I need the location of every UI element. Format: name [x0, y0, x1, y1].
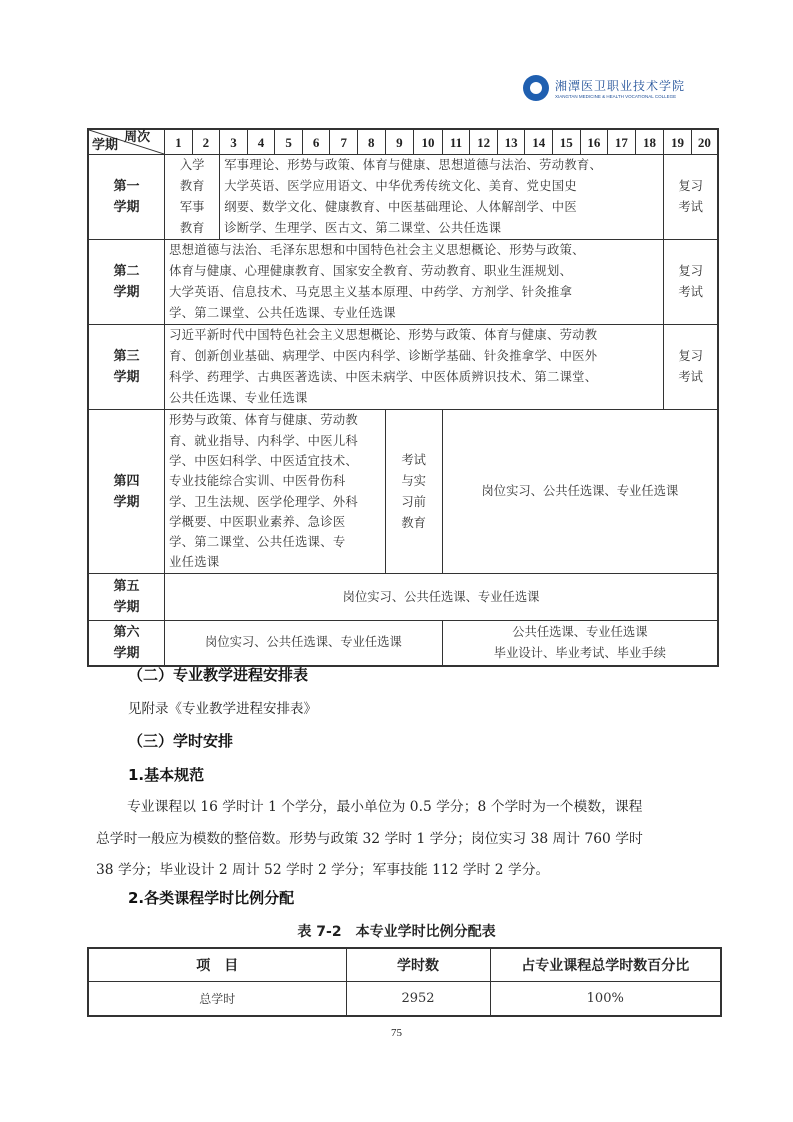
- internship-cell: 岗位实习、公共任选课、专业任选课: [442, 410, 718, 574]
- week-number: 5: [275, 129, 303, 155]
- week-number: 2: [192, 129, 220, 155]
- review-exam-cell: [664, 155, 718, 240]
- orientation-line: 教育: [179, 179, 205, 193]
- graduation-line: 公共任选课、专业任选课: [512, 624, 648, 639]
- week-number: 4: [247, 129, 275, 155]
- week-header-row: [88, 129, 718, 155]
- graduation-line: 毕业设计、毕业考试、毕业手续: [493, 645, 666, 660]
- week-number: 9: [385, 129, 414, 155]
- exam-line: 与实: [401, 473, 426, 488]
- review-line: 考试: [678, 200, 703, 214]
- internship-cell: 岗位实习、公共任选课、专业任选课: [165, 621, 443, 666]
- week-number: 11: [442, 129, 470, 155]
- week-number: 10: [414, 129, 443, 155]
- column-header: 学时数: [346, 948, 490, 982]
- orientation-line: 教育: [179, 221, 205, 235]
- course-line: 学、中医妇科学、中医适宜技术、: [169, 453, 359, 468]
- logo-chinese-name: 湘潭医卫职业技术学院: [555, 79, 686, 93]
- semester-label-line: 学期: [113, 285, 140, 300]
- week-number: 12: [470, 129, 498, 155]
- review-line: 考试: [678, 370, 703, 384]
- courses-cell: [165, 325, 664, 410]
- semester-label: [88, 621, 165, 666]
- college-emblem-icon: [523, 75, 549, 101]
- rules-paragraph-line: 专业课程以 16 学时计 1 个学分，最小单位为 0.5 学分；8 个学时为一个模数，课程: [127, 799, 643, 815]
- corner-header-cell: [88, 129, 165, 155]
- week-number: 15: [552, 129, 580, 155]
- orientation-cell: [165, 155, 220, 240]
- rules-paragraph-line: 总学时一般应为模数的整倍数。形势与政策 32 学时 1 学分；岗位实习 38 周计 760 学时: [96, 831, 643, 847]
- week-number: 17: [608, 129, 636, 155]
- column-header: 项 目: [88, 948, 346, 982]
- hour-ratio-table: [87, 947, 722, 1017]
- week-axis-label: 周次: [124, 130, 151, 145]
- semester-row-4: [88, 410, 718, 574]
- course-line: 科学、药理学、古典医著选读、中医未病学、中医体质辨识技术、第二课堂、: [169, 370, 598, 384]
- logo-english-name: XIANGTAN MEDICINE & HEALTH VOCATIONAL COLLEGE: [555, 94, 677, 99]
- review-line: 复习: [678, 349, 703, 363]
- week-number: 20: [691, 129, 718, 155]
- section-heading-teaching-progress: （二）专业教学进程安排表: [128, 666, 309, 684]
- college-logo: [523, 68, 723, 108]
- course-line: 学、第二课堂、公共任选课、专: [169, 535, 346, 550]
- appendix-reference: 见附录《专业教学进程安排表》: [128, 701, 317, 717]
- course-line: 学、第二课堂、公共任选课、专业任选课: [169, 306, 396, 320]
- course-line: 习近平新时代中国特色社会主义思想概论、形势与政策、体育与健康、劳动教: [169, 328, 598, 342]
- course-line: 诊断学、生理学、医古文、第二课堂、公共任选课: [224, 221, 502, 235]
- review-line: 复习: [678, 264, 703, 278]
- semester-schedule-table: [87, 128, 719, 667]
- subheading-hour-ratio: 2.各类课程学时比例分配: [128, 889, 295, 907]
- week-number: 1: [165, 129, 193, 155]
- exam-line: 考试: [401, 452, 426, 467]
- semester-label-line: 第五: [113, 579, 140, 594]
- table-cell: 2952: [346, 982, 490, 1017]
- week-number: 8: [358, 129, 386, 155]
- semester-label-line: 学期: [113, 200, 140, 215]
- semester-label-line: 学期: [113, 600, 140, 615]
- semester-row-3: [88, 325, 718, 410]
- courses-cell: [220, 155, 664, 240]
- course-line: 学、卫生法规、医学伦理学、外科: [169, 494, 359, 509]
- semester-label-line: 第四: [113, 473, 140, 489]
- semester-label-line: 第三: [113, 349, 140, 364]
- week-number: 14: [525, 129, 553, 155]
- course-line: 育、就业指导、内科学、中医儿科: [169, 433, 359, 448]
- ratio-header-row: [88, 948, 721, 982]
- graduation-cell: [442, 621, 718, 666]
- course-line: 大学英语、医学应用语文、中华优秀传统文化、美育、党史国史: [224, 179, 577, 193]
- semester-axis-label: 学期: [92, 138, 119, 153]
- week-number: 6: [302, 129, 330, 155]
- semester-label-line: 第一: [113, 179, 140, 194]
- semester-label-line: 学期: [113, 370, 140, 385]
- table-row: [88, 982, 721, 1017]
- course-line: 公共任选课、专业任选课: [169, 391, 308, 405]
- semester-label: [88, 240, 165, 325]
- course-line: 学概要、中医职业素养、急诊医: [169, 514, 346, 529]
- exam-line: 教育: [401, 515, 426, 530]
- table-cell: 总学时: [88, 982, 346, 1017]
- semester-label-line: 第二: [113, 264, 140, 279]
- semester-row-2: [88, 240, 718, 325]
- table-caption: 表 7-2 本专业学时比例分配表: [297, 924, 496, 940]
- semester-row-6: [88, 621, 718, 666]
- week-number: 3: [220, 129, 248, 155]
- page-number: 75: [391, 1027, 402, 1039]
- course-line: 体育与健康、心理健康教育、国家安全教育、劳动教育、职业生涯规划、: [169, 264, 573, 278]
- orientation-line: 军事: [179, 200, 205, 214]
- section-heading-hours: （三）学时安排: [128, 732, 234, 750]
- semester-label: [88, 155, 165, 240]
- course-line: 军事理论、形势与政策、体育与健康、思想道德与法治、劳动教育、: [224, 158, 603, 172]
- column-header: 占专业课程总学时数百分比: [490, 948, 721, 982]
- orientation-line: 入学: [179, 158, 205, 172]
- semester-label: [88, 325, 165, 410]
- course-line: 大学英语、信息技术、马克思主义基本原理、中药学、方剂学、针灸推拿: [169, 285, 573, 299]
- course-line: 纲要、数学文化、健康教育、中医基础理论、人体解剖学、中医: [224, 200, 577, 214]
- semester-label: [88, 410, 165, 574]
- rules-paragraph-line: 38 学分；毕业设计 2 周计 52 学时 2 学分；军事技能 112 学时 2 学分。: [96, 862, 550, 878]
- courses-cell: [165, 240, 664, 325]
- week-number: 7: [330, 129, 358, 155]
- table-cell: 100%: [490, 982, 721, 1017]
- semester-label-line: 学期: [113, 494, 140, 510]
- week-number: 13: [497, 129, 525, 155]
- course-line: 育、创新创业基础、病理学、中医内科学、诊断学基础、针灸推拿学、中医外: [169, 349, 598, 363]
- review-exam-cell: [664, 240, 718, 325]
- exam-line: 习前: [401, 494, 426, 509]
- review-exam-cell: [664, 325, 718, 410]
- courses-cell: [165, 410, 386, 574]
- subheading-basic-rules: 1.基本规范: [128, 766, 205, 784]
- review-line: 复习: [678, 179, 703, 193]
- semester-row-5: [88, 574, 718, 621]
- course-line: 思想道德与法治、毛泽东思想和中国特色社会主义思想概论、形势与政策、: [169, 243, 585, 257]
- course-line: 专业技能综合实训、中医骨伤科: [169, 474, 346, 489]
- semester-label: [88, 574, 165, 621]
- week-number: 18: [635, 129, 664, 155]
- review-line: 考试: [678, 285, 703, 299]
- internship-cell: 岗位实习、公共任选课、专业任选课: [165, 574, 718, 621]
- semester-label-line: 学期: [113, 645, 140, 661]
- week-number: 19: [664, 129, 692, 155]
- semester-row-1: [88, 155, 718, 240]
- exam-pre-internship-cell: [385, 410, 442, 574]
- week-number: 16: [580, 129, 608, 155]
- course-line: 业任选课: [169, 555, 220, 570]
- course-line: 形势与政策、体育与健康、劳动教: [169, 413, 359, 428]
- semester-label-line: 第六: [113, 624, 140, 640]
